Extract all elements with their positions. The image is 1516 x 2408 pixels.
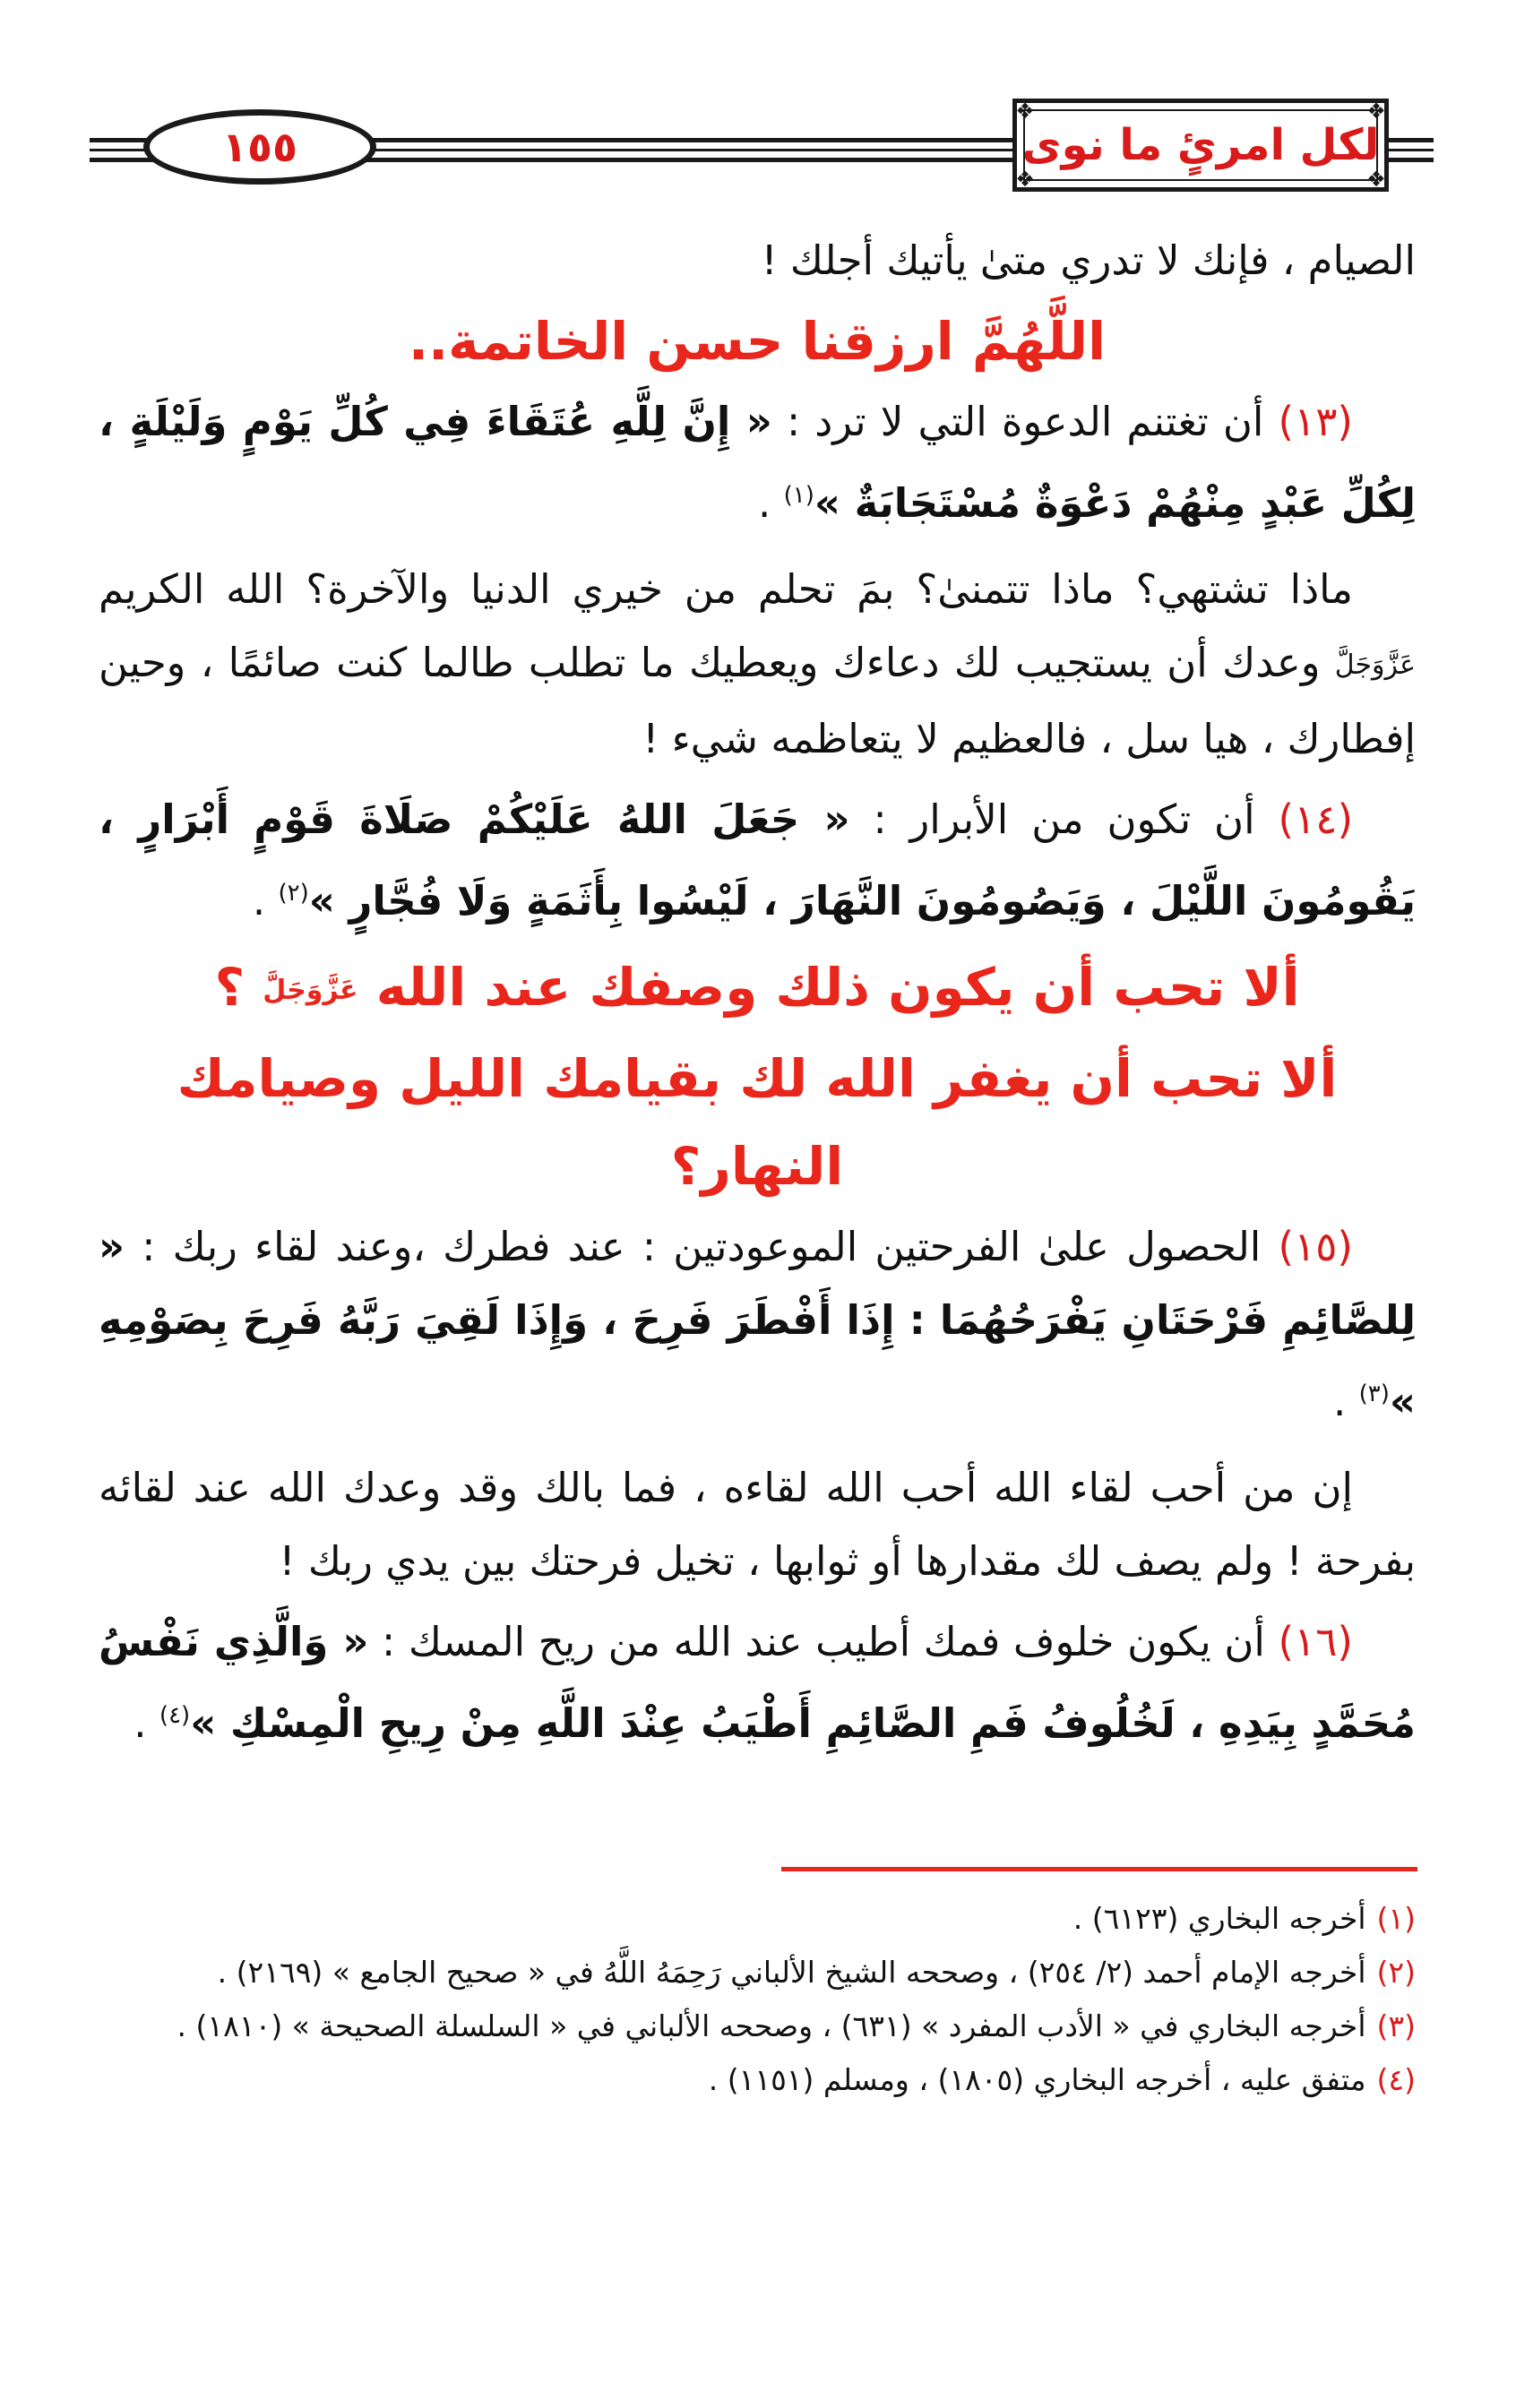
footnote-ref: (٤) xyxy=(159,1701,191,1729)
item-number: (١٦) xyxy=(1278,1617,1353,1665)
item-intro: الحصول علىٰ الفرحتين الموعودتين : عند فطرك ،وعند لقاء ربك : xyxy=(142,1222,1262,1270)
footnote-ref: (٢) xyxy=(278,880,309,907)
footnotes xyxy=(99,1892,1416,2107)
footnote-text: أخرجه البخاري في « الأدب المفرد » (٦٣١) ، وصححه الألباني في « السلسلة الصحيحة » (١٨١٠) . xyxy=(177,2008,1366,2043)
footnote-number: (١) xyxy=(1376,1901,1416,1936)
sentence-end: . xyxy=(252,877,279,924)
footnote-number: (٣) xyxy=(1376,2008,1416,2043)
heading-text: ألا تحب أن يكون ذلك وصفك عند الله xyxy=(375,957,1300,1018)
running-title-text: لكل امرئٍ ما نوى xyxy=(1021,120,1380,170)
hadith-quote: « جَعَلَ اللهُ عَلَيْكُمْ صَلَاةَ قَوْمٍ أَبْرَارٍ ، يَقُومُونَ اللَّيْلَ ، وَيَصُومُونَ النَّهَارَ ، لَيْسُوا بِأَثَمَةٍ وَلَا فُجَّارٍ » xyxy=(99,796,1416,924)
heading-question-2: ألا تحب أن يغفر الله لك بقيامك الليل وصيامك النهار؟ xyxy=(177,1047,1338,1197)
footnote xyxy=(99,2053,1416,2107)
paragraph-continuation: الصيام ، فإنك لا تدري متىٰ يأتيك أجلك ! xyxy=(761,236,1416,284)
honorific: عَزَّوَجَلَّ xyxy=(263,974,358,1006)
item-number: (١٥) xyxy=(1278,1222,1353,1270)
sentence-end: . xyxy=(134,1698,159,1747)
heading-question-1 xyxy=(99,943,1416,1035)
paragraph-text: ماذا تشتهي؟ ماذا تتمنىٰ؟ بمَ تحلم من خيري الدنيا والآخرة؟ الله الكريم xyxy=(99,565,1353,613)
item-number: (١٣) xyxy=(1278,398,1353,445)
sentence-end: . xyxy=(1333,1377,1359,1425)
honorific: عَزَّوَجَلَّ xyxy=(1334,649,1416,681)
page-header xyxy=(90,99,1434,197)
item-intro: أن تغتنم الدعوة التي لا ترد : xyxy=(786,398,1264,445)
footnote-text: أخرجه البخاري (٦١٢٣) . xyxy=(1072,1901,1366,1936)
heading-end: ؟ xyxy=(214,957,245,1018)
item-15 xyxy=(99,1210,1416,1439)
footnote-ref: (١) xyxy=(783,482,814,509)
hadith-quote: « إِنَّ لِلَّهِ عُتَقَاءَ فِي كُلِّ يَوْمٍ وَلَيْلَةٍ ، لِكُلِّ عَبْدٍ مِنْهُمْ دَعْوَةٌ مُسْتَجَابَةٌ » xyxy=(99,398,1416,527)
page-number: ١٥٥ xyxy=(143,109,376,185)
heading-prayer: اللَّهُمَّ ارزقنا حسن الخاتمة.. xyxy=(409,311,1106,372)
corner-ornament-icon: ❖ xyxy=(1015,99,1035,124)
page-body xyxy=(99,224,1416,1760)
item-14 xyxy=(99,783,1416,938)
sentence-end: . xyxy=(757,479,784,527)
footnote xyxy=(99,1946,1416,2000)
footnote xyxy=(99,2000,1416,2053)
corner-ornament-icon: ❖ xyxy=(1015,167,1035,192)
item-intro: أن تكون من الأبرار : xyxy=(873,796,1255,843)
paragraph-text: وعدك أن يستجيب لك دعاءك ويعطيك ما تطلب طالما كنت صائمًا ، وحين إفطارك ، هيا سل ، فالعظيم لا يتعاظمه شيء ! xyxy=(99,639,1416,762)
hadith-quote: « لِلصَّائِمِ فَرْحَتَانِ يَفْرَحُهُمَا : إِذَا أَفْطَرَ فَرِحَ ، وَإِذَا لَقِيَ رَبَّهُ فَرِحَ بِصَوْمِهِ » xyxy=(99,1222,1416,1425)
footnote-number: (٤) xyxy=(1376,2062,1416,2097)
item-intro: أن يكون خلوف فمك أطيب عند الله من ريح المسك : xyxy=(382,1617,1265,1665)
footnote xyxy=(99,1892,1416,1946)
footnote-divider xyxy=(781,1867,1417,1871)
footnote-number: (٢) xyxy=(1376,1955,1416,1990)
paragraph-meeting: إن من أحب لقاء الله أحب الله لقاءه ، فما بالك وقد وعدك الله عند لقائه بفرحة ! ولم يصف لك مقدارها أو ثوابها ، تخيل فرحتك بين يدي ربك ! xyxy=(99,1463,1416,1585)
item-16 xyxy=(99,1605,1416,1760)
corner-ornament-icon: ❖ xyxy=(1366,167,1386,192)
footnote-ref: (٣) xyxy=(1358,1380,1390,1407)
item-number: (١٤) xyxy=(1278,796,1353,843)
footnote-text: متفق عليه ، أخرجه البخاري (١٨٠٥) ، ومسلم (١١٥١) . xyxy=(708,2062,1366,2097)
footnote-text: أخرجه الإمام أحمد (٢/ ٢٥٤) ، وصححه الشيخ الألباني رَحِمَهُ اللَّهُ في « صحيح الجامع » (٢١٦٩) . xyxy=(217,1955,1366,1990)
corner-ornament-icon: ❖ xyxy=(1366,99,1386,124)
hadith-quote: « وَالَّذِي نَفْسُ مُحَمَّدٍ بِيَدِهِ ، لَخُلُوفُ فَمِ الصَّائِمِ أَطْيَبُ عِنْدَ اللَّهِ مِنْ رِيحِ الْمِسْكِ » xyxy=(99,1617,1416,1747)
item-13 xyxy=(99,385,1416,540)
paragraph-wish xyxy=(99,553,1416,776)
running-title xyxy=(1012,99,1389,192)
